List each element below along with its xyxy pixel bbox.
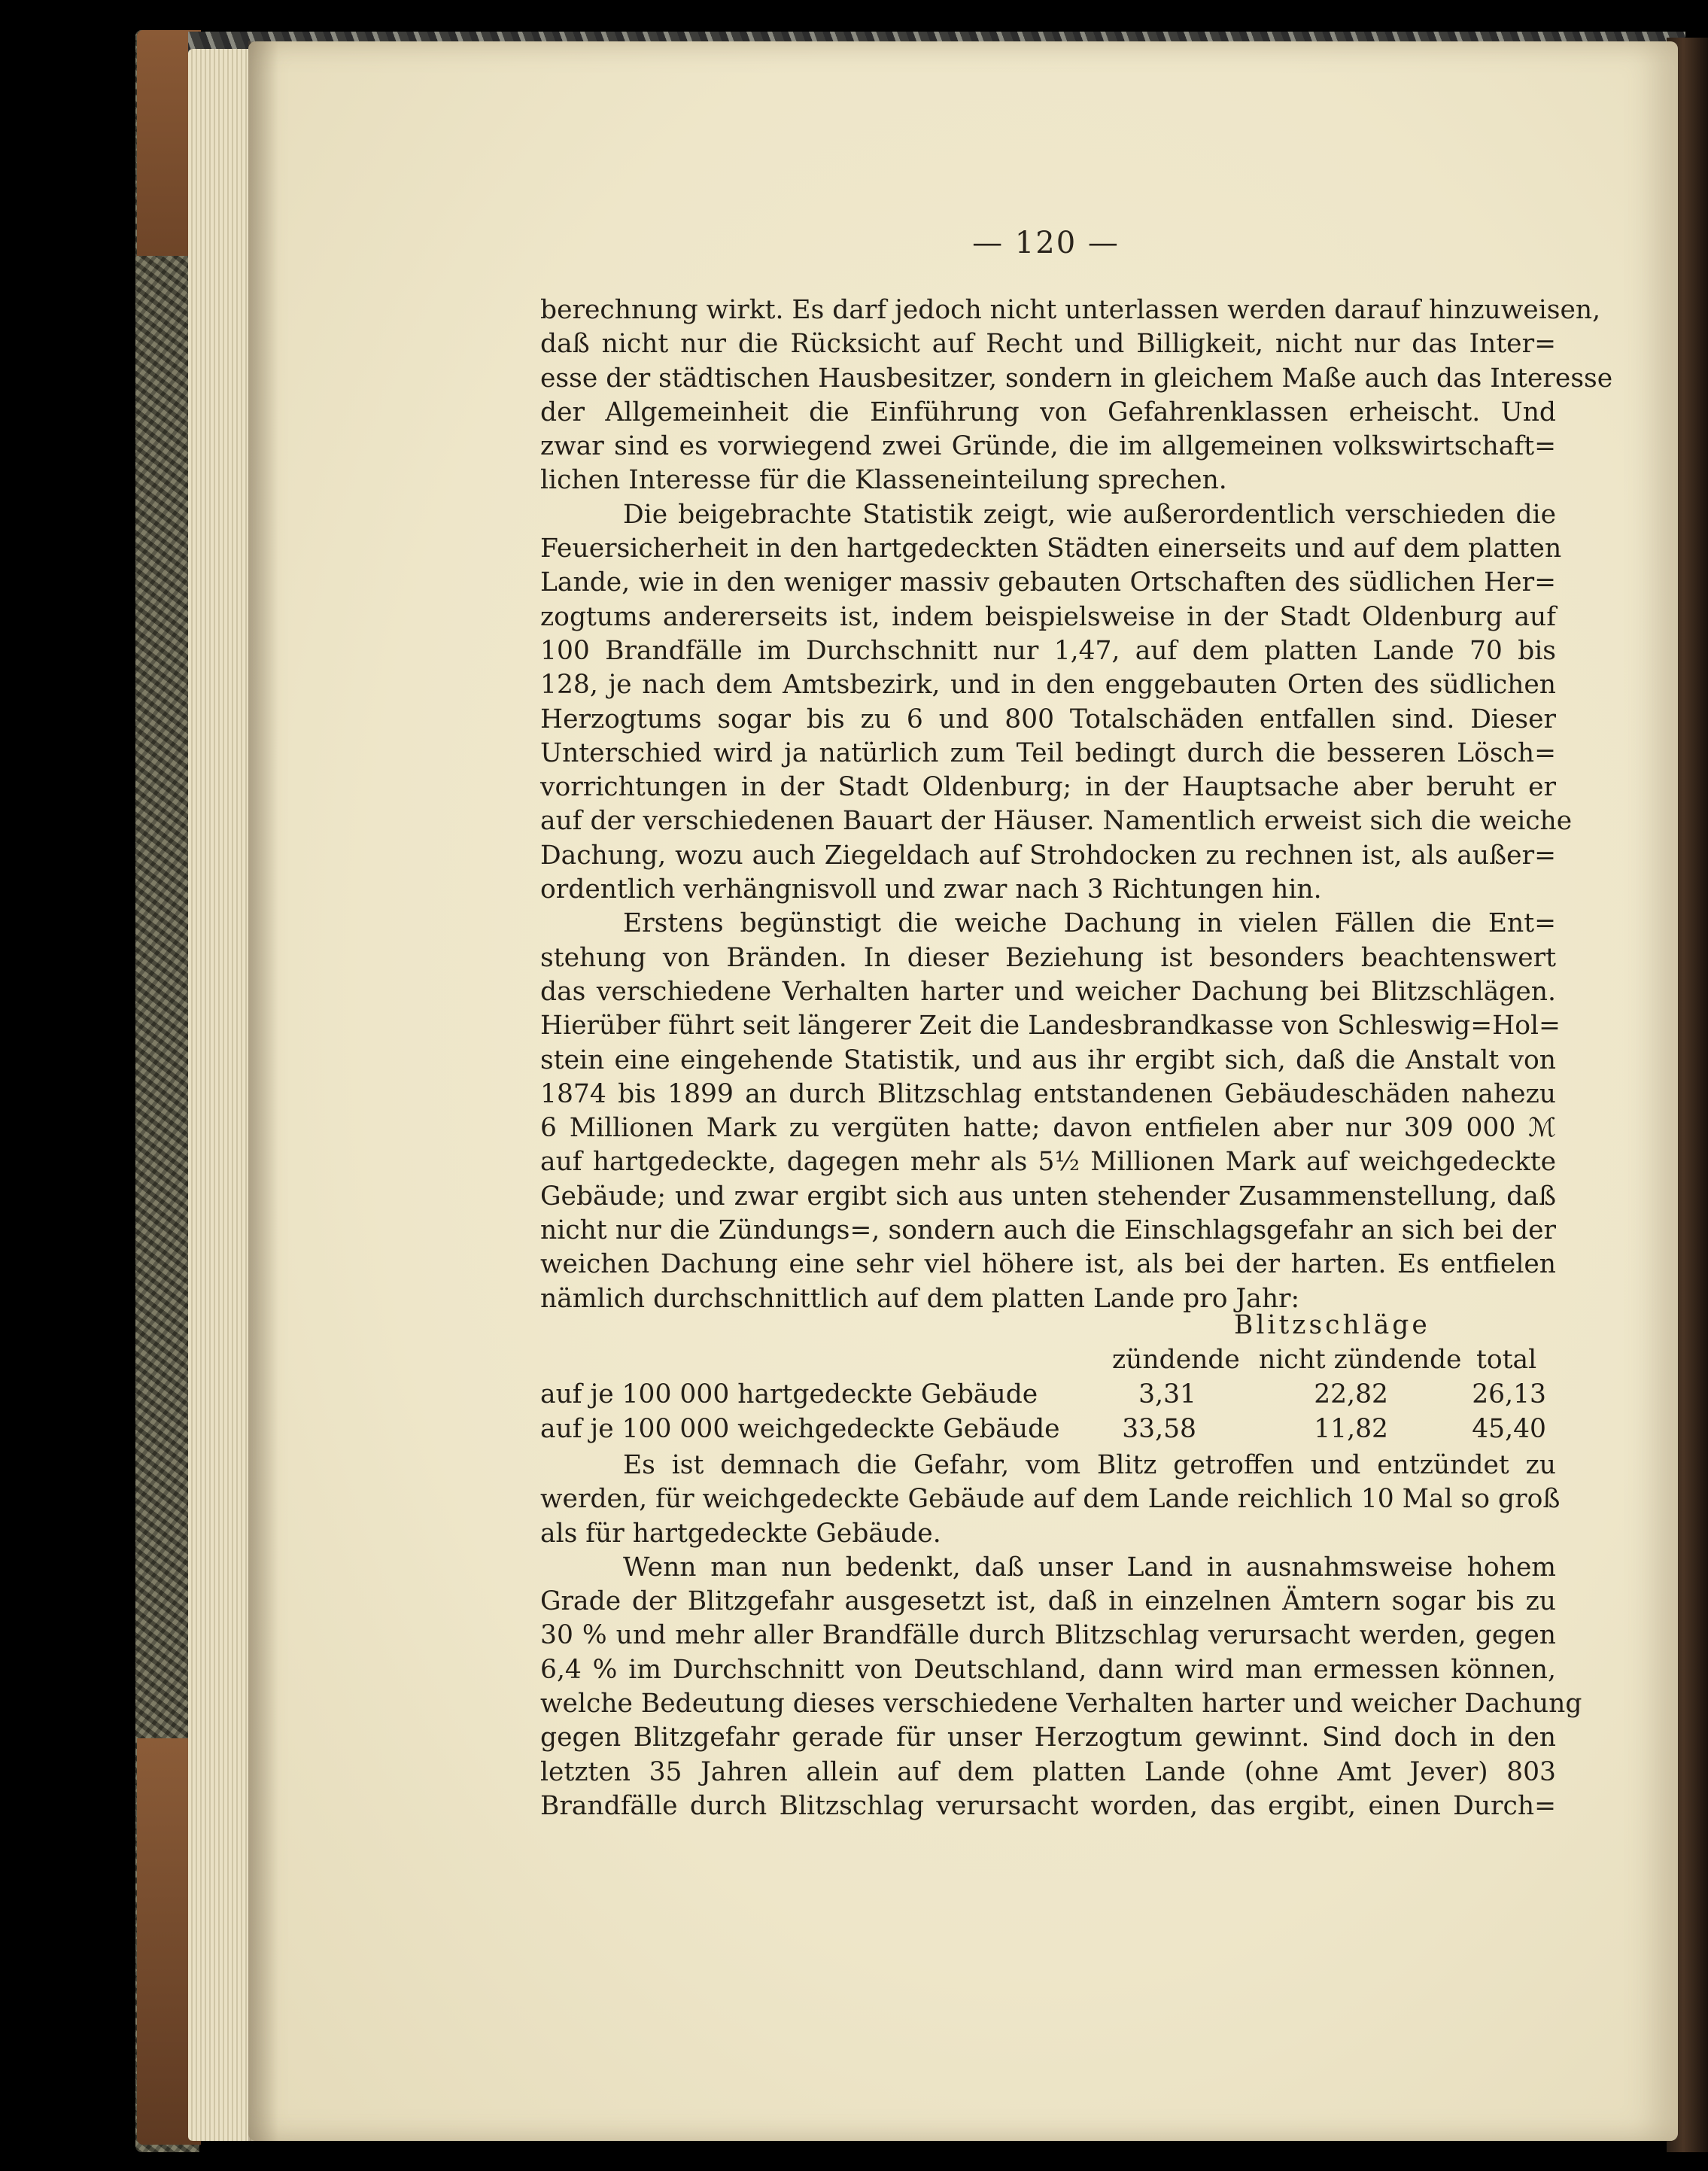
table-col-header: zündende: [1112, 1345, 1240, 1375]
text-line: Die beigebrachte Statistik zeigt, wie außerordentlich verschieden die: [623, 499, 1556, 530]
text-line: der Allgemeinheit die Einführung von Gefahrenklassen erheischt. Und: [540, 397, 1556, 427]
text-line: welche Bedeutung dieses verschiedene Verhalten harter und weicher Dachung: [540, 1689, 1582, 1719]
text-line: Erstens begünstigt die weiche Dachung in vielen Fällen die Ent=: [623, 908, 1556, 939]
text-line: auf der verschiedenen Bauart der Häuser. Namentlich erweist sich die weiche: [540, 806, 1573, 837]
text-line: vorrichtungen in der Stadt Oldenburg; in der Hauptsache aber beruht er: [540, 772, 1556, 803]
text-line: lichen Interesse für die Klasseneinteilung sprechen.: [540, 465, 1227, 496]
text-line: berechnung wirkt. Es darf jedoch nicht unterlassen werden darauf hinzuweisen,: [540, 295, 1601, 325]
text-line: zwar sind es vorwiegend zwei Gründe, die im allgemeinen volkswirtschaft=: [540, 431, 1556, 462]
text-line: Lande, wie in den weniger massiv gebauten Ortschaften des südlichen Her=: [540, 567, 1556, 598]
text-line: 128, je nach dem Amtsbezirk, und in den enggebauten Orten des südlichen: [540, 670, 1556, 701]
table-cell: 26,13: [1472, 1379, 1546, 1409]
text-line: nämlich durchschnittlich auf dem platten Lande pro Jahr:: [540, 1283, 1300, 1314]
text-line: werden, für weichgedeckte Gebäude auf dem Lande reichlich 10 Mal so groß: [540, 1484, 1561, 1515]
page-number: — 120 —: [972, 226, 1120, 260]
table-row-label: auf je 100 000 hartgedeckte Gebäude: [540, 1379, 1038, 1409]
table-cell: 3,31: [1138, 1379, 1196, 1409]
table-cell: 22,82: [1314, 1379, 1388, 1409]
text-line: daß nicht nur die Rücksicht auf Recht und Billigkeit, nicht nur das Inter=: [540, 329, 1556, 360]
text-line: weichen Dachung eine sehr viel höhere ist, als bei der harten. Es entfielen: [540, 1249, 1556, 1280]
text-line: Wenn man nun bedenkt, daß unser Land in ausnahmsweise hohem: [623, 1552, 1556, 1583]
text-after-table: [540, 1449, 1582, 1823]
text-line: 6,4 % im Durchschnitt von Deutschland, dann wird man ermessen können,: [540, 1654, 1556, 1685]
text-line: 6 Millionen Mark zu vergüten hatte; davon entfielen aber nur 309 000 ℳ: [540, 1113, 1556, 1144]
text-line: ordentlich verhängnisvoll und zwar nach 3 Richtungen hin.: [540, 874, 1322, 905]
text-line: Brandfälle durch Blitzschlag verursacht worden, das ergibt, einen Durch=: [540, 1790, 1556, 1821]
text-line: Feuersicherheit in den hartgedeckten Städten einerseits und auf dem platten: [540, 534, 1562, 564]
text-line: nicht nur die Zündungs=, sondern auch die Einschlagsgefahr an sich bei der: [540, 1215, 1556, 1246]
text-line: 100 Brandfälle im Durchschnitt nur 1,47, auf dem platten Lande 70 bis: [540, 635, 1556, 666]
text-line: letzten 35 Jahren allein auf dem platten Lande (ohne Amt Jever) 803: [540, 1756, 1556, 1787]
text-line: als für hartgedeckte Gebäude.: [540, 1518, 941, 1549]
text-line: Unterschied wird ja natürlich zum Teil bedingt durch die besseren Lösch=: [540, 737, 1556, 768]
text-line: gegen Blitzgefahr gerade für unser Herzogtum gewinnt. Sind doch in den: [540, 1723, 1556, 1753]
page-gutter-shadow: [248, 41, 278, 2141]
text-before-table: [540, 293, 1613, 1316]
text-line: auf hartgedeckte, dagegen mehr als 5½ Millionen Mark auf weichgedeckte: [540, 1147, 1556, 1178]
text-line: 1874 bis 1899 an durch Blitzschlag entstandenen Gebäudeschäden nahezu: [540, 1078, 1556, 1109]
text-line: esse der städtischen Hausbesitzer, sondern in gleichem Maße auch das Interesse: [540, 363, 1613, 394]
table-cell: 45,40: [1472, 1414, 1546, 1444]
text-line: Grade der Blitzgefahr ausgesetzt ist, daß in einzelnen Ämtern sogar bis zu: [540, 1586, 1556, 1617]
table-group-header: Blitzschläge: [1234, 1310, 1430, 1340]
text-line: Herzogtums sogar bis zu 6 und 800 Totalschäden entfallen sind. Dieser: [540, 704, 1556, 734]
text-line: Dachung, wozu auch Ziegeldach auf Strohdocken zu rechnen ist, als außer=: [540, 840, 1556, 871]
text-line: zogtums andererseits ist, indem beispielsweise in der Stadt Oldenburg auf: [540, 601, 1556, 632]
table-cell: 33,58: [1122, 1414, 1196, 1444]
text-line: Es ist demnach die Gefahr, vom Blitz getroffen und entzündet zu: [623, 1450, 1556, 1480]
table-col-header: total: [1476, 1345, 1537, 1375]
text-line: 30 % und mehr aller Brandfälle durch Blitzschlag verursacht werden, gegen: [540, 1620, 1556, 1651]
text-line: Gebäude; und zwar ergibt sich aus unten stehender Zusammenstellung, daß: [540, 1181, 1556, 1212]
table-cell: 11,82: [1314, 1414, 1388, 1444]
table-row-label: auf je 100 000 weichgedeckte Gebäude: [540, 1414, 1060, 1444]
text-line: das verschiedene Verhalten harter und weicher Dachung bei Blitzschlägen.: [540, 976, 1556, 1007]
text-line: stehung von Bränden. In dieser Beziehung ist besonders beachtenswert: [540, 942, 1556, 973]
table-col-header: nicht zündende: [1259, 1345, 1462, 1375]
text-line: stein eine eingehende Statistik, und aus ihr ergibt sich, daß die Anstalt von: [540, 1044, 1556, 1075]
text-line: Hierüber führt seit längerer Zeit die Landesbrandkasse von Schleswig=Hol=: [540, 1011, 1561, 1041]
